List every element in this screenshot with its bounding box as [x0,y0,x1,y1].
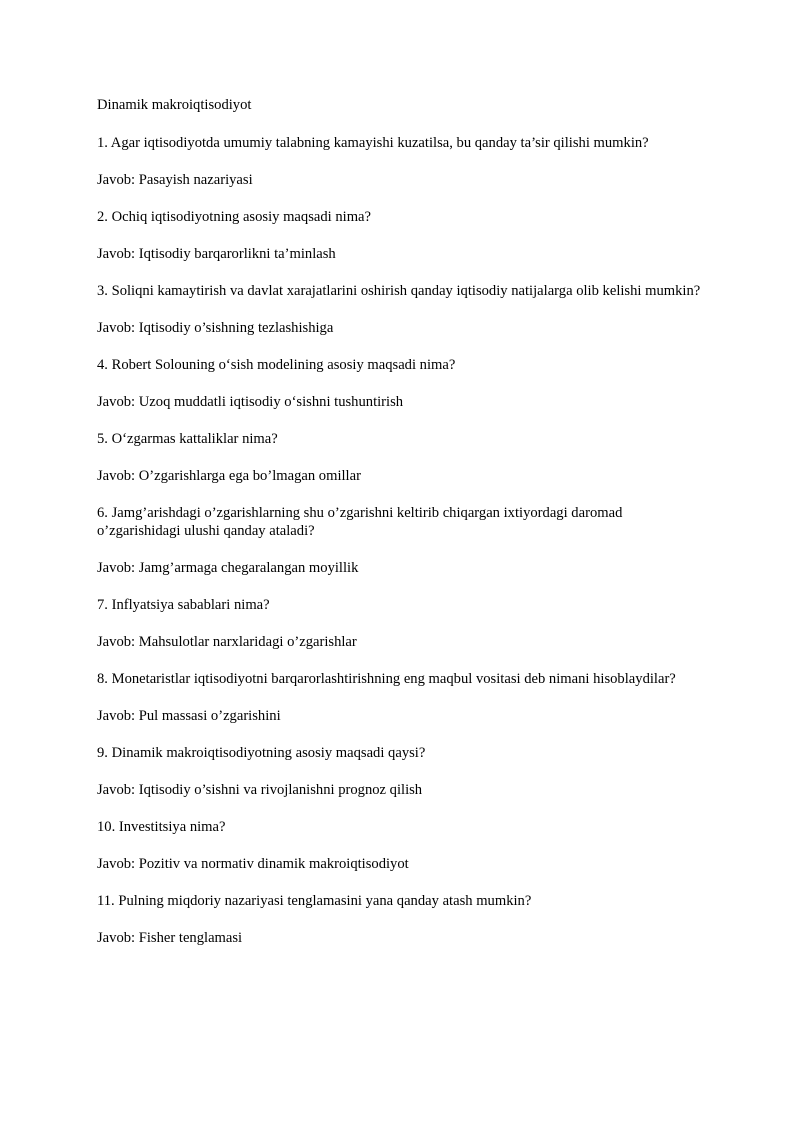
question-7: 7. Inflyatsiya sabablari nima? [97,597,270,613]
answer-8: Javob: Pul massasi o’zgarishini [97,708,281,724]
question-6: 6. Jamg’arishdagi o’zgarishlarning shu o’zgarishni keltirib chiqargan ixtiyordagi daromad o’zgarishidagi ulushi qanday ataladi? [97,505,623,539]
answer-3: Javob: Iqtisodiy o’sishning tezlashishiga [97,320,334,336]
question-11: 11. Pulning miqdoriy nazariyasi tenglamasini yana qanday atash mumkin? [97,893,532,909]
answer-10: Javob: Pozitiv va normativ dinamik makroiqtisodiyot [97,856,409,872]
document-page [97,96,709,966]
answer-2: Javob: Iqtisodiy barqarorlikni ta’minlash [97,246,336,262]
question-10: 10. Investitsiya nima? [97,819,226,835]
question-8: 8. Monetaristlar iqtisodiyotni barqarorlashtirishning eng maqbul vositasi deb nimani hisoblaydilar? [97,671,676,687]
answer-7: Javob: Mahsulotlar narxlaridagi o’zgarishlar [97,634,357,650]
question-2: 2. Ochiq iqtisodiyotning asosiy maqsadi nima? [97,209,372,225]
question-5: 5. O‘zgarmas kattaliklar nima? [97,431,278,447]
answer-4: Javob: Uzoq muddatli iqtisodiy o‘sishni tushuntirish [97,394,404,410]
answer-6: Javob: Jamg’armaga chegaralangan moyillik [97,560,359,576]
answer-5: Javob: O’zgarishlarga ega bo’lmagan omillar [97,468,361,484]
question-9: 9. Dinamik makroiqtisodiyotning asosiy maqsadi qaysi? [97,745,426,761]
question-1: 1. Agar iqtisodiyotda umumiy talabning kamayishi kuzatilsa, bu qanday ta’sir qilishi mumkin? [97,135,649,151]
answer-1: Javob: Pasayish nazariyasi [97,172,253,188]
question-3: 3. Soliqni kamaytirish va davlat xarajatlarini oshirish qanday iqtisodiy natijalarga olib kelishi mumkin? [97,283,701,299]
document-title: Dinamik makroiqtisodiyot [97,97,252,113]
answer-11: Javob: Fisher tenglamasi [97,930,243,946]
answer-9: Javob: Iqtisodiy o’sishni va rivojlanishni prognoz qilish [97,782,423,798]
question-4: 4. Robert Solouning o‘sish modelining asosiy maqsadi nima? [97,357,456,373]
